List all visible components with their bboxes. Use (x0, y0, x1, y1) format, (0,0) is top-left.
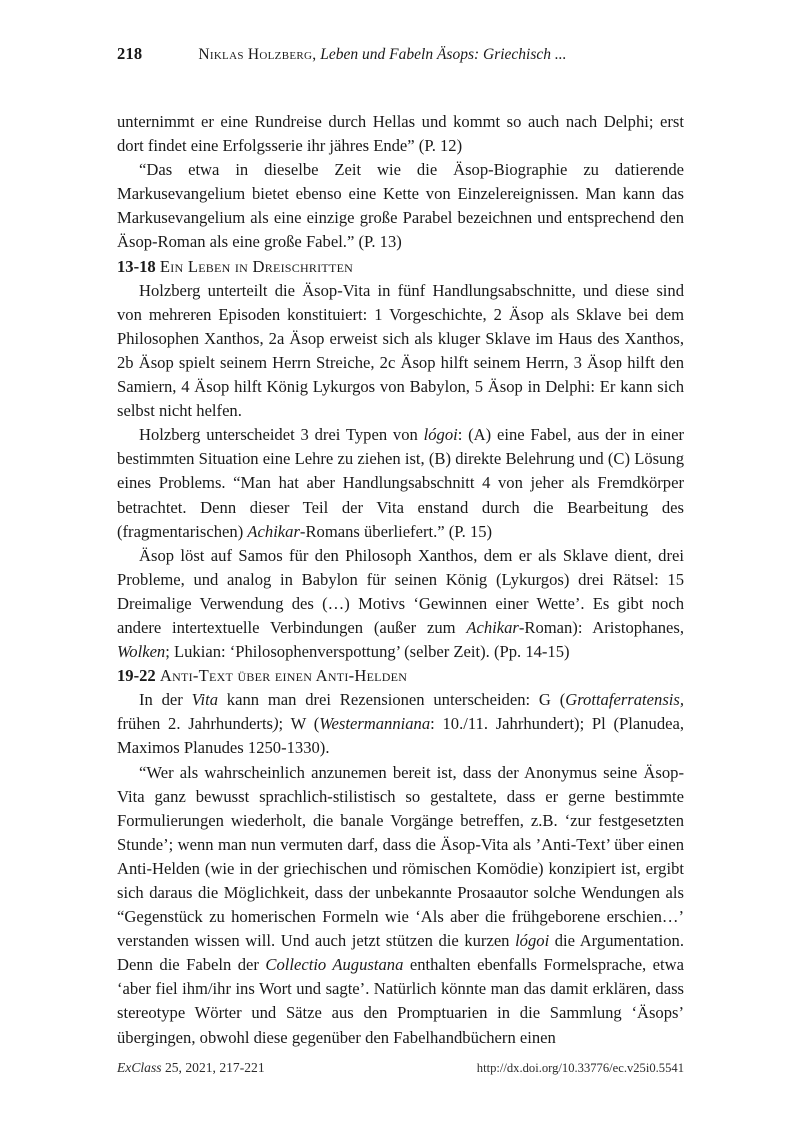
text-run: -Roman): Aristophanes, (518, 617, 684, 637)
body-paragraph (117, 761, 684, 1050)
text-run: die Argumentation. Denn die Fabeln der (117, 931, 685, 975)
section-heading-number: 13-18 (117, 256, 160, 276)
text-run: Äsop löst auf Samos für den Philosoph Xanthos, dem er als Sklave dient, drei Probleme, und analog in Babylon für seinen König (Lykurgos) drei Rätsel: 15 Dreimalige Verwendung des (…) Motivs ‘Gewinnen einer Wette’. Es gibt noch andere intertextuelle Verbindungen (außer zum (117, 545, 684, 637)
text-run: : (A) eine Fabel, aus der in einer bestimmten Situation eine Lehre zu ziehen ist, (B) direkte Belehrung und (C) Lösung eines Problems. “Man hat aber Handlungsabschnitt 4 von jeher als Fremdkörper betrachtet. Denn dieser Teil der Vita enstand durch die Bearbeitung des (fragmentarischen) (117, 425, 684, 541)
body-paragraph: “Das etwa in dieselbe Zeit wie die Äsop-Biographie zu datierende Markusevangelium bietet ebenso eine Kette von Einzelereignissen. Man kann das Markusevangelium als eine einzige große Parabel bezeichnen und entsprechend den Äsop-Roman als eine große Fabel.” (P. 13) (117, 160, 684, 252)
page-number: 218 (117, 44, 143, 63)
section-heading (117, 664, 684, 688)
body-paragraph: unternimmt er eine Rundreise durch Hellas und kommt so auch nach Delphi; erst dort findet eine Erfolgsserie ihr jähres Ende” (P. 12) (117, 112, 684, 156)
italic-run: ) (273, 714, 279, 734)
text-run: -Romans überliefert.” (P. 15) (299, 521, 493, 541)
section-heading-title: Anti-Text über einen Anti-Helden (159, 666, 408, 686)
italic-run: Wolken (117, 642, 166, 662)
text-run: ; W ( (278, 714, 320, 734)
footer-citation (117, 1060, 265, 1076)
italic-run: Vita (191, 690, 219, 710)
italic-run: lógoi (515, 931, 550, 951)
running-head-work-title: Leben und Fabeln Äsops: Griechisch ... (320, 46, 567, 63)
italic-run: Westermanniana (319, 714, 431, 734)
running-head-title (198, 46, 566, 64)
text-run: “Wer als wahrscheinlich anzunemen bereit ist, dass der Anonymus seine Äsop-Vita ganz bewusst sprachlich-stilistisch so gestaltete, dass er gerne bestimmte Formulierungen wiederholt, die banale Vorgänge betreffen, z.B. ‘zur festgesetzten Stunde’; wenn man nun vermuten darf, dass die Äsop-Vita als ’Anti-Text’ über einen Anti-Helden (wie in der griechischen und römischen Komödie) konzipiert ist, ergibt sich daraus die Möglichkeit, dass der unbekannte Prosaautor solche Wendungen als “Gegenstück zu homerischen Formeln wie ‘Als aber die frühgeborene erschien…’ verstanden wissen will. Und auch jetzt stützen die kurzen (117, 762, 684, 951)
section-heading-number: 19-22 (117, 666, 160, 686)
text-run: frühen 2. Jahrhunderts (117, 714, 274, 734)
running-head (117, 44, 683, 66)
italic-run: lógoi (423, 425, 458, 445)
page-footer (117, 1060, 684, 1076)
body-paragraph (117, 688, 684, 760)
italic-run: Collectio Augustana (265, 955, 404, 975)
text-run: Holzberg unterscheidet 3 drei Typen von (139, 425, 424, 445)
italic-run: Grottaferratensis, (565, 690, 684, 710)
text-run: kann man drei Rezensionen unterscheiden: G ( (218, 690, 566, 710)
footer-doi-link[interactable]: http://dx.doi.org/10.33776/ec.v25i0.5541 (476, 1061, 684, 1075)
italic-run: Achikar (247, 521, 300, 541)
body-paragraph: Holzberg unterteilt die Äsop-Vita in fünf Handlungsabschnitte, und diese sind von mehreren Episoden konstituiert: 1 Vorgeschichte, 2 Äsop als Sklave bei dem Philosophen Xanthos, 2a Äsop erweist sich als kluger Sklave im Haus des Xanthos, 2b Äsop spielt seinem Herrn Streiche, 2c Äsop hilft seinem Herrn, 3 Äsop hilft den Samiern, 4 Äsop hilft König Lykurgos von Babylon, 5 Äsop in Delphi: Er kann sich selbst nicht helfen. (117, 280, 684, 421)
body-text-column (117, 110, 684, 1050)
running-head-author: Niklas Holzberg, (198, 46, 317, 63)
body-paragraph (117, 423, 684, 543)
journal-name: ExClass (117, 1060, 162, 1075)
citation-detail: 25, 2021, 217-221 (161, 1060, 265, 1075)
italic-run: Achikar (466, 617, 519, 637)
section-heading-title: Ein Leben in Dreischritten (159, 256, 354, 276)
text-run: ; Lukian: ‘Philosophenverspottung’ (selber Zeit). (Pp. 14-15) (165, 642, 570, 662)
text-run: In der (139, 690, 192, 710)
text-run: : 10./11. Jahrhundert); Pl (Planudea, Maximos Planudes 1250-1330). (117, 714, 684, 758)
text-run: enthalten ebenfalls Formelsprache, etwa ‘aber fiel ihm/ihr ins Wort und sagte’. Natürlich könnte man das damit erklären, dass stereotype Wörter und Sätze aus den Promptuarien in die Sammlung ‘Äsops’ übergingen, obwohl diese gegenüber den Fabelhandbüchern einen (117, 955, 684, 1047)
section-heading (117, 255, 684, 279)
body-paragraph (117, 544, 684, 664)
